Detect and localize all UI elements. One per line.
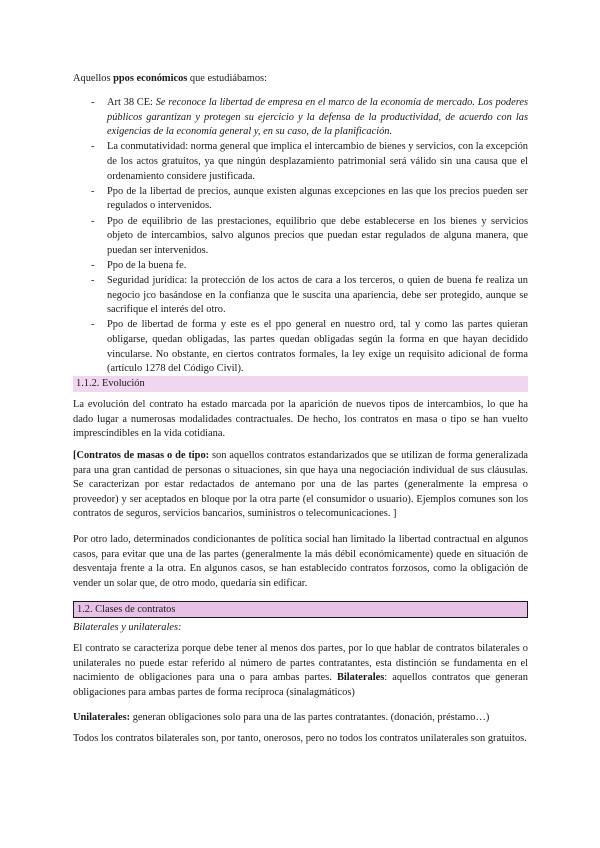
unilaterales-paragraph: [73, 711, 528, 726]
contratos-masa-paragraph: [73, 449, 528, 522]
intro-pre: Aquellos: [73, 73, 114, 84]
evolucion-paragraph: La evolución del contrato ha estado marcada por la aparición de nuevos tipos de intercambios, lo que ha dado lugar a numerosas modalidades contractuales. De hecho, los contratos en masa o tipo se han vuelto imprescindibles en la vida cotidiana.: [73, 399, 528, 440]
todos-contratos-paragraph: Todos los contratos bilaterales son, por tanto, onerosos, pero no todos los contratos unilaterales son gratuitos.: [73, 733, 527, 744]
politica-social-paragraph: Por otro lado, determinados condicionantes de política social han limitado la libertad contractual en algunos casos, para evitar que una de las partes (generalmente la más débil económicamente) quede en situación de desventaja frente a la otra. En algunos casos, se han establecido contratos forzosos, como la obligación de vender un solar que, de otro modo, quedaría sin edificar.: [73, 534, 528, 589]
intro-paragraph: [73, 72, 528, 87]
list-item: - Ppo de equilibrio de las prestaciones, equilibrio que debe establecerse en los bienes y servicios objeto de intercambios, salvo algunos precios que puedan estar regulados de alguna manera, que puedan ser intervenidos.: [91, 215, 528, 259]
list-item: - Ppo de la libertad de precios, aunque existen algunas excepciones en las que los precios pueden ser regulados o intervenidos.: [91, 185, 528, 214]
intro-bold: ppos económicos: [113, 73, 188, 84]
bilaterales-paragraph: [73, 642, 528, 700]
contratos-masa-text: son aquellos contratos estandarizados que se utilizan de forma generalizada para una gran cantidad de personas o situaciones, sin que haya una negociación individual de sus cláusulas. Se caracterizan por estar redactados de antemano por una de las partes (generalmente la empresa o proveedor) y ser aceptados en bloque por la otra parte (el consumidor o usuario). Ejemplos comunes son los contratos de seguros, servicios bancarios, suministros o telecomunicaciones. ]: [73, 450, 528, 520]
unilaterales-text: generan obligaciones solo para una de las partes contratantes. (donación, préstamo…): [130, 712, 490, 723]
list-item: - La conmutatividad: norma general que implica el intercambio de bienes y servicios, con la excepción de los actos gratuitos, ya que ningún desplazamiento patrimonial será válido sin una causa que el ordenamiento considere justificada.: [91, 140, 528, 184]
bilaterales-term: Bilaterales: [336, 672, 385, 684]
bilaterales-text-2: : aquellos contratos que generan obligaciones para ambas partes de forma recíproca (sinalagmáticos): [73, 672, 528, 698]
bilaterales-text: El contrato se caracteriza porque debe tener al menos dos partes, por lo que hablar de contratos bilaterales o unilaterales no puede estar referido al número de partes contratantes, esta distinción se fundamenta en el nacimiento de obligaciones para una o para ambas partes.: [73, 643, 528, 684]
section-heading-evolucion: 1.1.2. Evolución: [73, 376, 528, 392]
subheading-bilaterales: Bilaterales y unilaterales:: [73, 622, 182, 633]
list-item: - Ppo de la buena fe.: [91, 259, 528, 274]
list-item-lead: Art 38 CE:: [107, 97, 156, 108]
list-item: [91, 96, 528, 140]
contratos-masa-term: [Contratos de masas o de tipo:: [73, 450, 210, 461]
list-item: - Ppo de libertad de forma y este es el ppo general en nuestro ord, tal y como las partes quieran obligarse, quedan obligadas, las partes quedan obligadas según la forma en que hayan decidido vincularse. No obstante, en ciertos contratos formales, la ley exige un requisito adicional de forma (artículo 1278 del Código Civil).: [91, 318, 528, 376]
intro-post: que estudiábamos:: [187, 73, 267, 84]
section-heading-clases: 1.2. Clases de contratos: [73, 601, 528, 618]
list-item: - Seguridad jurídica: la protección de los actos de cara a los terceros, o quien de buena fe realiza un negocio jco basándose en la confianza que le suscita una apariencia, debe ser protegido, aunque se sacrifique el interés del otro.: [91, 274, 528, 318]
unilaterales-term: Unilaterales:: [73, 712, 131, 723]
principles-list: [91, 96, 528, 377]
list-item-italic: Se reconoce la libertad de empresa en el marco de la economía de mercado. Los poderes públicos garantizan y protegen su ejercicio y la defensa de la productividad, de acuerdo con las exigencias de la economía general y, en su caso, de la planificación.: [107, 97, 529, 138]
